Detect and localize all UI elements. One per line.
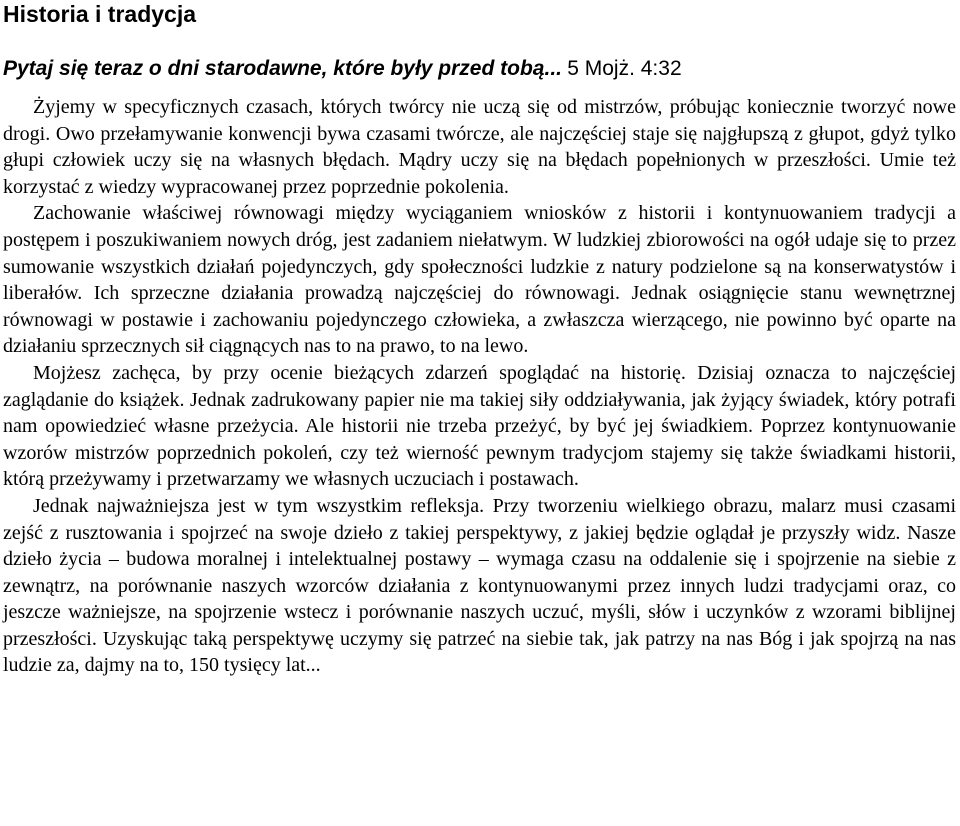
document-body — [3, 94, 956, 679]
paragraph-2: Zachowanie właściwej równowagi między wyciąganiem wniosków z historii i kontynuowaniem tradycji a postępem i poszukiwaniem nowych dróg, jest zadaniem niełatwym. W ludzkiej zbiorowości na ogół udaje się to przez sumowanie wszystkich działań pojedynczych, gdy społeczności ludzkie z natury podzielone są na konserwatystów i liberałów. Ich sprzeczne działania prowadzą najczęściej do równowagi. Jednak osiągnięcie stanu wewnętrznej równowagi w postawie i zachowaniu pojedynczego człowieka, a zwłaszcza wierzącego, nie powinno być oparte na działaniu sprzecznych sił ciągnących nas to na prawo, to na lewo. — [3, 202, 956, 358]
paragraph-3: Mojżesz zachęca, by przy ocenie bieżących zdarzeń spoglądać na historię. Dzisiaj oznacza to najczęściej zaglądanie do książek. Jednak zadrukowany papier nie ma takiej siły oddziaływania, jak żyjący świadek, który potrafi nam opowiedzieć własne przeżycia. Ale historii nie trzeba przeżyć, by być jej świadkiem. Poprzez kontynuowanie wzorów mistrzów poprzednich pokoleń, czy też wierność pewnym tradycjom stajemy się także świadkami historii, którą przeżywamy i przetwarzamy we własnych uczuciach i postawach. — [3, 361, 956, 491]
paragraph-4: Jednak najważniejsza jest w tym wszystkim refleksja. Przy tworzeniu wielkiego obrazu, malarz musi czasami zejść z rusztowania i spojrzeć na swoje dzieło z takiej perspektywy, z jakiej będzie oglądał je przyszły widz. Nasze dzieło życia – budowa moralnej i intelektualnej postawy – wymaga czasu na oddalenie się i spojrzenie na siebie z zewnątrz, na porównanie naszych wzorców działania z kontynuowanymi przez innych ludzi tradycjami oraz, co jeszcze ważniejsze, na spojrzenie wstecz i porównanie naszych uczuć, myśli, słów i uczynków z wzorami biblijnej przeszłości. Uzyskując taką perspektywę uczymy się patrzeć na siebie tak, jak patrzy na nas Bóg i jak spojrzą na nas ludzie za, dajmy na to, 150 tysięcy lat... — [3, 494, 956, 677]
epigraph-text: Pytaj się teraz o dni starodawne, które były przed tobą... — [3, 57, 562, 80]
paragraph-1: Żyjemy w specyficznych czasach, których twórcy nie uczą się od mistrzów, próbując koniecznie tworzyć nowe drogi. Owo przełamywanie konwencji bywa czasami twórcze, ale najczęściej staje się najgłupszą z głupot, gdyż tylko głupi człowiek uczy się na własnych błędach. Mądry uczy się na błędach popełnionych w przeszłości. Umie też korzystać z wiedzy wypracowanej przez poprzednie pokolenia. — [3, 96, 956, 198]
document-title: Historia i tradycja — [3, 1, 197, 27]
epigraph-reference: 5 Mojż. 4:32 — [567, 57, 682, 80]
epigraph — [3, 55, 956, 82]
